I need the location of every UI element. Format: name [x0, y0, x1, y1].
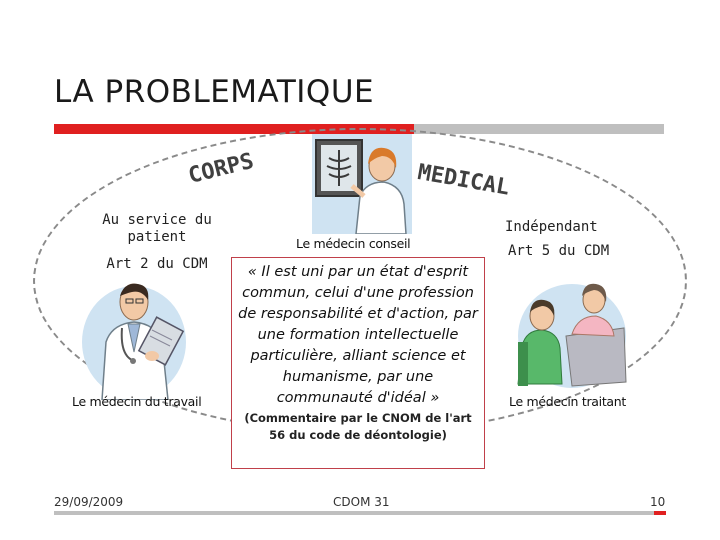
right-article: Art 5 du CDM: [508, 243, 610, 259]
right-caption: Le médecin traitant: [509, 394, 626, 409]
radiologist-xray-illustration: [312, 134, 412, 234]
footer-center: CDOM 31: [333, 495, 390, 509]
quote-text: « Il est uni par un état d'esprit commun, celui d'une profession de responsabilité et d'action, par une formation intellectuelle particulière, alliant science et humanisme, par une communauté d'idéal »: [238, 264, 478, 406]
slide-title: LA PROBLEMATIQUE: [54, 74, 375, 110]
doctor-consultation-illustration: [516, 272, 628, 390]
footer-rule-grey: [54, 511, 654, 515]
title-underline-grey: [414, 124, 664, 134]
footer-date: 29/09/2009: [54, 495, 124, 509]
doctor-clipboard-illustration: [80, 272, 192, 400]
footer-page-number: 10: [650, 495, 666, 509]
center-caption: Le médecin conseil: [296, 236, 411, 251]
arc-word-medical: MEDICAL: [415, 160, 512, 201]
left-caption: Le médecin du travail: [72, 394, 202, 409]
left-article: Art 2 du CDM: [106, 256, 208, 272]
quote-source: (Commentaire par le CNOM de l'art 56 du code de déontologie): [244, 411, 472, 442]
arc-word-corps: CORPS: [185, 148, 257, 189]
footer-rule-red: [654, 511, 666, 515]
right-status: Indépendant: [505, 219, 598, 235]
left-service-text: Au service du patient: [102, 212, 212, 245]
